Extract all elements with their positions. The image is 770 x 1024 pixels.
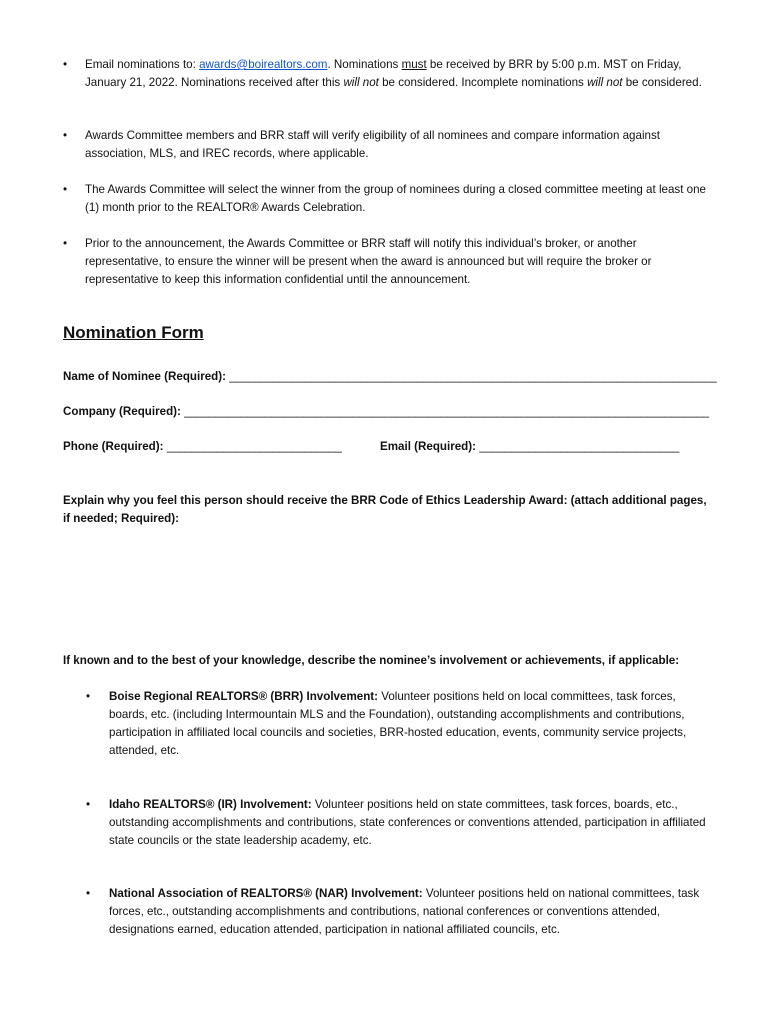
bullet-text: Prior to the announcement, the Awards Committee or BRR staff will notify this individual’s broker, or another representative, to ensure the winner will be present when the award is announced but will require the broker or representative to keep this information confidential until the announcement.	[85, 237, 652, 286]
involvement-text: Idaho REALTORS® (IR) Involvement: Volunteer positions held on state committees, task forces, boards, etc., outstanding accomplishments and contributions, state conferences or conventions attended, participation in affiliated state councils or the state leadership academy, etc.	[109, 798, 706, 847]
involvement-text: Boise Regional REALTORS® (BRR) Involvement: Volunteer positions held on local committees, task forces, boards, etc. (including Intermountain MLS and the Foundation), outstanding accomplishments and contributions, participation in affiliated local councils and societies, BRR-hosted education, events, community service projects, attended, etc.	[109, 690, 687, 757]
bullet-dot: •	[86, 798, 91, 811]
email-link[interactable]: awards@boirealtors.com	[199, 58, 328, 71]
bullet-dot: •	[63, 58, 68, 71]
nomination-form-heading: Nomination Form	[63, 323, 204, 342]
involvement-text: National Association of REALTORS® (NAR) Involvement: Volunteer positions held on national committees, task forces, etc., outstanding accomplishments and contributions, national conferences or conventions attended, designations earned, education attended, participation in national affiliated councils, etc.	[109, 887, 700, 936]
bullet-text: Email nominations to: awards@boirealtors.com. Nominations must be received by BRR by 5:00 p.m. MST on Friday, January 21, 2022. Nominations received after this will not be considered. Incomplete nominations will not be considered.	[85, 58, 702, 89]
bullet-dot: •	[63, 237, 68, 250]
bullet-text: The Awards Committee will select the winner from the group of nominees during a closed committee meeting at least one (1) month prior to the REALTOR® Awards Celebration.	[85, 183, 707, 214]
email-field[interactable]	[380, 438, 679, 456]
company-blank[interactable]: ____________________________________________________________________________________	[184, 405, 709, 418]
nominee-name-label: Name of Nominee (Required):	[63, 370, 226, 383]
involvement-prompt: If known and to the best of your knowledge, describe the nominee’s involvement or achievements, if applicable:	[63, 654, 680, 667]
bullet-dot: •	[63, 183, 68, 196]
bullet-dot: •	[86, 887, 91, 900]
phone-field[interactable]	[63, 438, 342, 456]
email-blank[interactable]: ________________________________	[479, 440, 680, 453]
phone-blank[interactable]: ____________________________	[166, 440, 342, 453]
nominee-name-field[interactable]	[63, 368, 717, 386]
phone-label: Phone (Required):	[63, 440, 164, 453]
company-field[interactable]	[63, 403, 709, 421]
bullet-dot: •	[63, 129, 68, 142]
bullet-text: Awards Committee members and BRR staff will verify eligibility of all nominees and compare information against association, MLS, and IREC records, where applicable.	[85, 129, 660, 160]
explain-prompt: Explain why you feel this person should receive the BRR Code of Ethics Leadership Award: (attach additional pages, if needed; Required):	[63, 494, 707, 525]
bullet-dot: •	[86, 690, 91, 703]
email-label: Email (Required):	[380, 440, 476, 453]
company-label: Company (Required):	[63, 405, 181, 418]
nominee-name-blank[interactable]: ______________________________________________________________________________	[229, 370, 717, 383]
